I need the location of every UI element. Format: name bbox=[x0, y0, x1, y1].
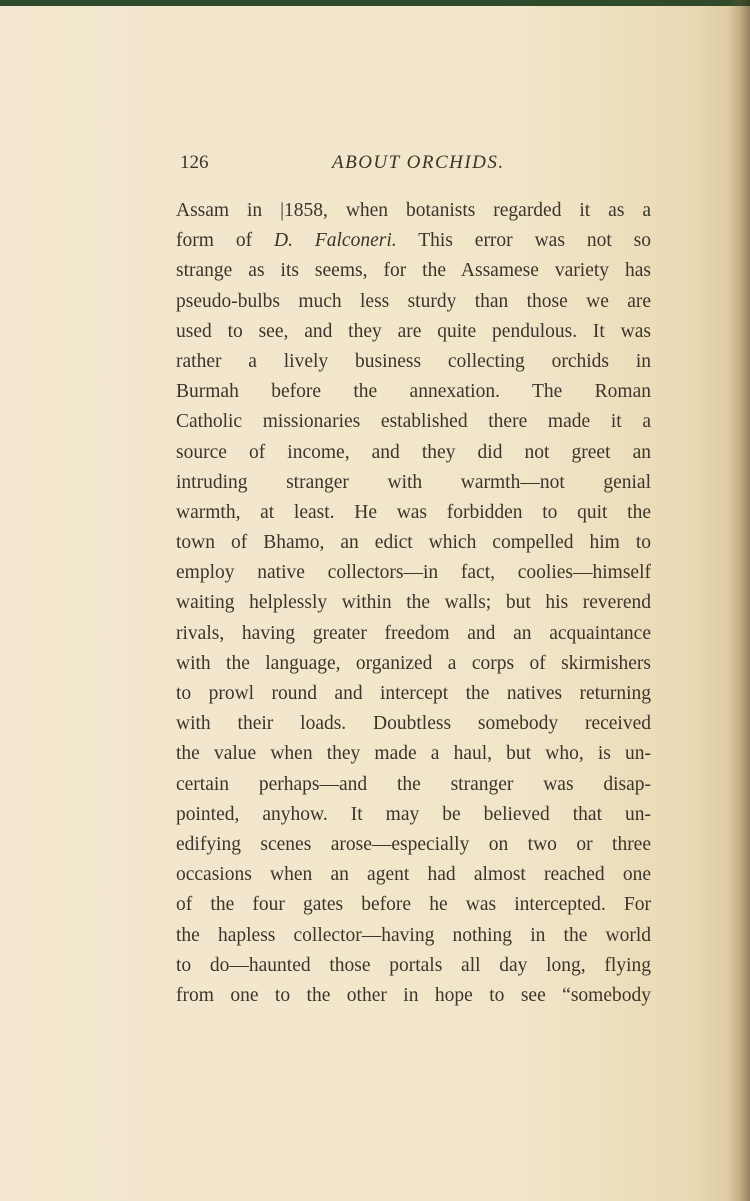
text-line: pseudo-bulbs much less sturdy than those we are bbox=[176, 290, 651, 312]
text-line: of the four gates before he was intercepted. For bbox=[176, 894, 651, 916]
text-fragment: This error was not so bbox=[396, 230, 651, 252]
text-line: the hapless collector—having nothing in the world bbox=[176, 924, 651, 946]
text-line: occasions when an agent had almost reached one bbox=[176, 864, 651, 886]
text-line: Catholic missionaries established there made it a bbox=[176, 411, 651, 433]
text-line: employ native collectors—in fact, coolies—himself bbox=[176, 562, 651, 584]
body-text bbox=[176, 196, 651, 1011]
text-line: the value when they made a haul, but who, is un- bbox=[176, 743, 651, 765]
text-line: to prowl round and intercept the natives returning bbox=[176, 683, 651, 704]
page-header bbox=[180, 152, 650, 182]
text-line: town of Bhamo, an edict which compelled him to bbox=[176, 532, 651, 554]
text-fragment: form of bbox=[176, 230, 274, 252]
text-line: used to see, and they are quite pendulous. It was bbox=[176, 320, 651, 342]
page-number: 126 bbox=[180, 152, 209, 173]
text-line: pointed, anyhow. It may be believed that un- bbox=[176, 803, 651, 825]
text-line: waiting helplessly within the walls; but his reverend bbox=[176, 592, 651, 614]
text-line: from one to the other in hope to see “somebody bbox=[176, 984, 651, 1006]
text-line-with-italic bbox=[176, 226, 651, 256]
text-line: with the language, organized a corps of skirmishers bbox=[176, 652, 651, 674]
text-line: rivals, having greater freedom and an acquaintance bbox=[176, 622, 651, 644]
running-head: ABOUT ORCHIDS. bbox=[332, 152, 505, 173]
text-line: with their loads. Doubtless somebody received bbox=[176, 713, 651, 735]
text-line: to do—haunted those portals all day long, flying bbox=[176, 954, 651, 976]
text-line: Assam in |1858, when botanists regarded it as a bbox=[176, 200, 651, 221]
text-line: strange as its seems, for the Assamese variety has bbox=[176, 260, 651, 282]
text-line: certain perhaps—and the stranger was disap- bbox=[176, 773, 651, 795]
text-line: warmth, at least. He was forbidden to quit the bbox=[176, 501, 651, 523]
text-line: intruding stranger with warmth—not genial bbox=[176, 471, 651, 493]
cover-edge bbox=[0, 0, 750, 6]
italic-species-name: D. Falconeri. bbox=[273, 230, 397, 252]
text-line: source of income, and they did not greet an bbox=[176, 441, 651, 463]
text-line: edifying scenes arose—especially on two or three bbox=[176, 833, 651, 855]
text-line: Burmah before the annexation. The Roman bbox=[176, 381, 651, 403]
page-edge-shadow bbox=[728, 0, 750, 1201]
text-line: rather a lively business collecting orchids in bbox=[176, 350, 651, 372]
